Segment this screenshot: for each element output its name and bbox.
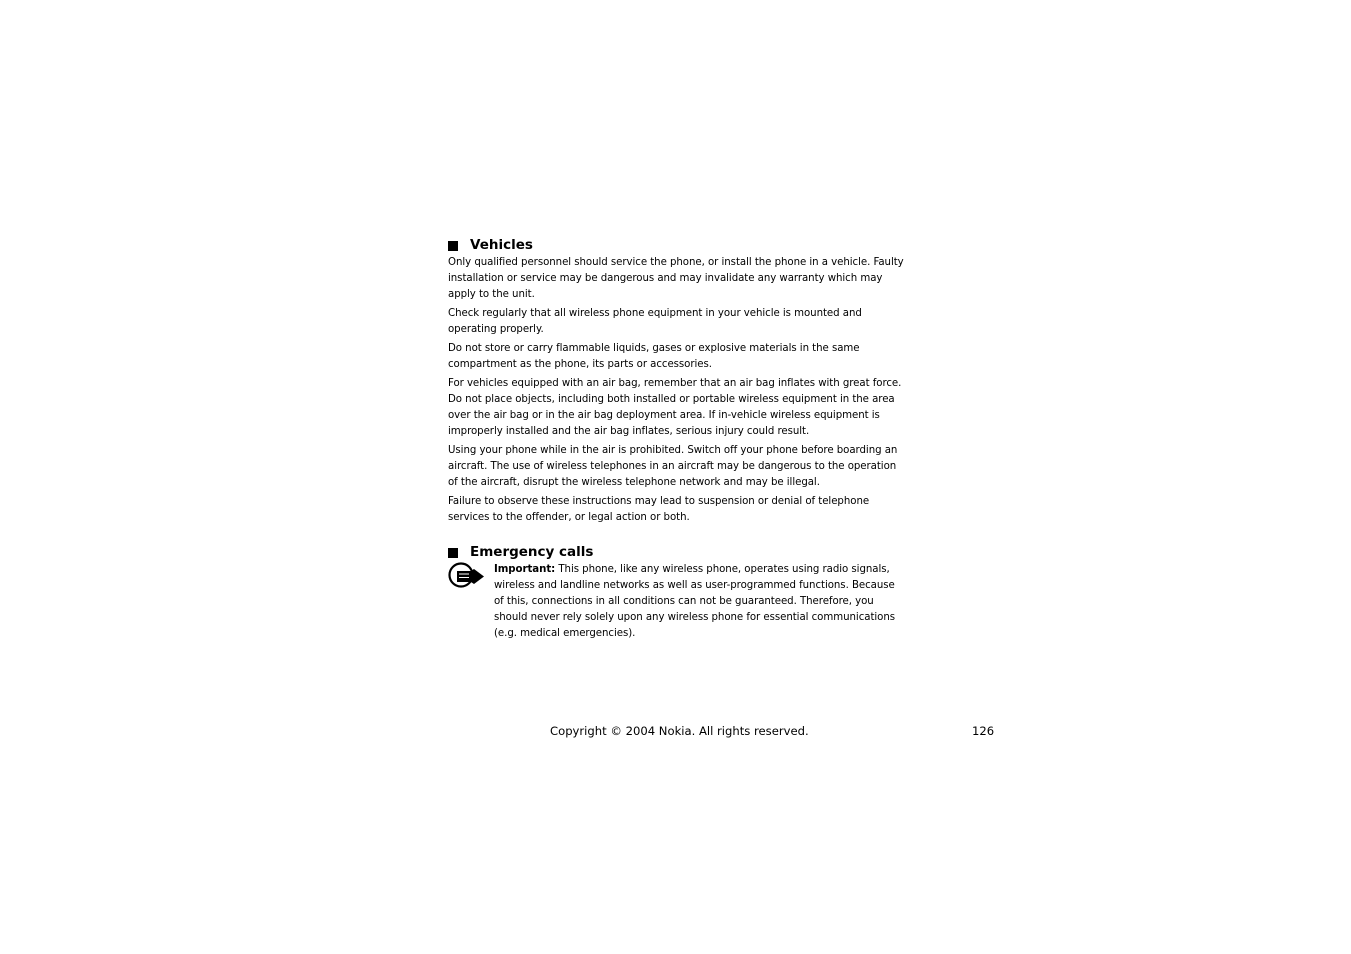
section-vehicles xyxy=(448,236,904,526)
square-bullet-icon xyxy=(448,241,458,251)
note-label: Important: xyxy=(494,564,556,575)
hand-pointing-icon xyxy=(448,562,486,588)
paragraph: Using your phone while in the air is prohibited. Switch off your phone before boarding an aircraft. The use of wireless telephones in an aircraft may be dangerous to the operation of the aircraft, disrupt the wireless telephone network and may be illegal. xyxy=(448,445,898,488)
note-body: This phone, like any wireless phone, operates using radio signals, wireless and landline networks as well as user-programmed functions. Because of this, connections in all conditions can not be guaranteed. Therefore, you should never rely solely upon any wireless phone for essential communications (e.g. medical emergencies). xyxy=(494,564,896,639)
paragraph: Check regularly that all wireless phone equipment in your vehicle is mounted and operating properly. xyxy=(448,308,862,335)
section-emergency-calls xyxy=(448,543,904,642)
footer-copyright: Copyright © 2004 Nokia. All rights reserved. xyxy=(550,724,809,738)
paragraph: Only qualified personnel should service the phone, or install the phone in a vehicle. Faulty installation or service may be dangerous and may invalidate any warranty which may apply to the unit. xyxy=(448,257,904,300)
section-heading xyxy=(448,236,904,255)
paragraph: For vehicles equipped with an air bag, remember that an air bag inflates with great force. Do not place objects, including both installed or portable wireless equipment in the area over the air bag or in the air bag deployment area. If in-vehicle wireless equipment is improperly installed and the air bag inflates, serious injury could result. xyxy=(448,378,902,437)
section-title: Vehicles xyxy=(470,237,533,253)
important-note xyxy=(448,562,904,642)
page-number: 126 xyxy=(972,724,995,738)
page-content xyxy=(448,236,904,642)
paragraph: Failure to observe these instructions may lead to suspension or denial of telephone services to the offender, or legal action or both. xyxy=(448,496,870,523)
paragraph: Do not store or carry flammable liquids, gases or explosive materials in the same compartment as the phone, its parts or accessories. xyxy=(448,343,860,370)
note-text xyxy=(494,562,904,642)
section-heading xyxy=(448,543,904,562)
section-spacer xyxy=(448,529,904,543)
square-bullet-icon xyxy=(448,548,458,558)
section-title: Emergency calls xyxy=(470,544,594,560)
